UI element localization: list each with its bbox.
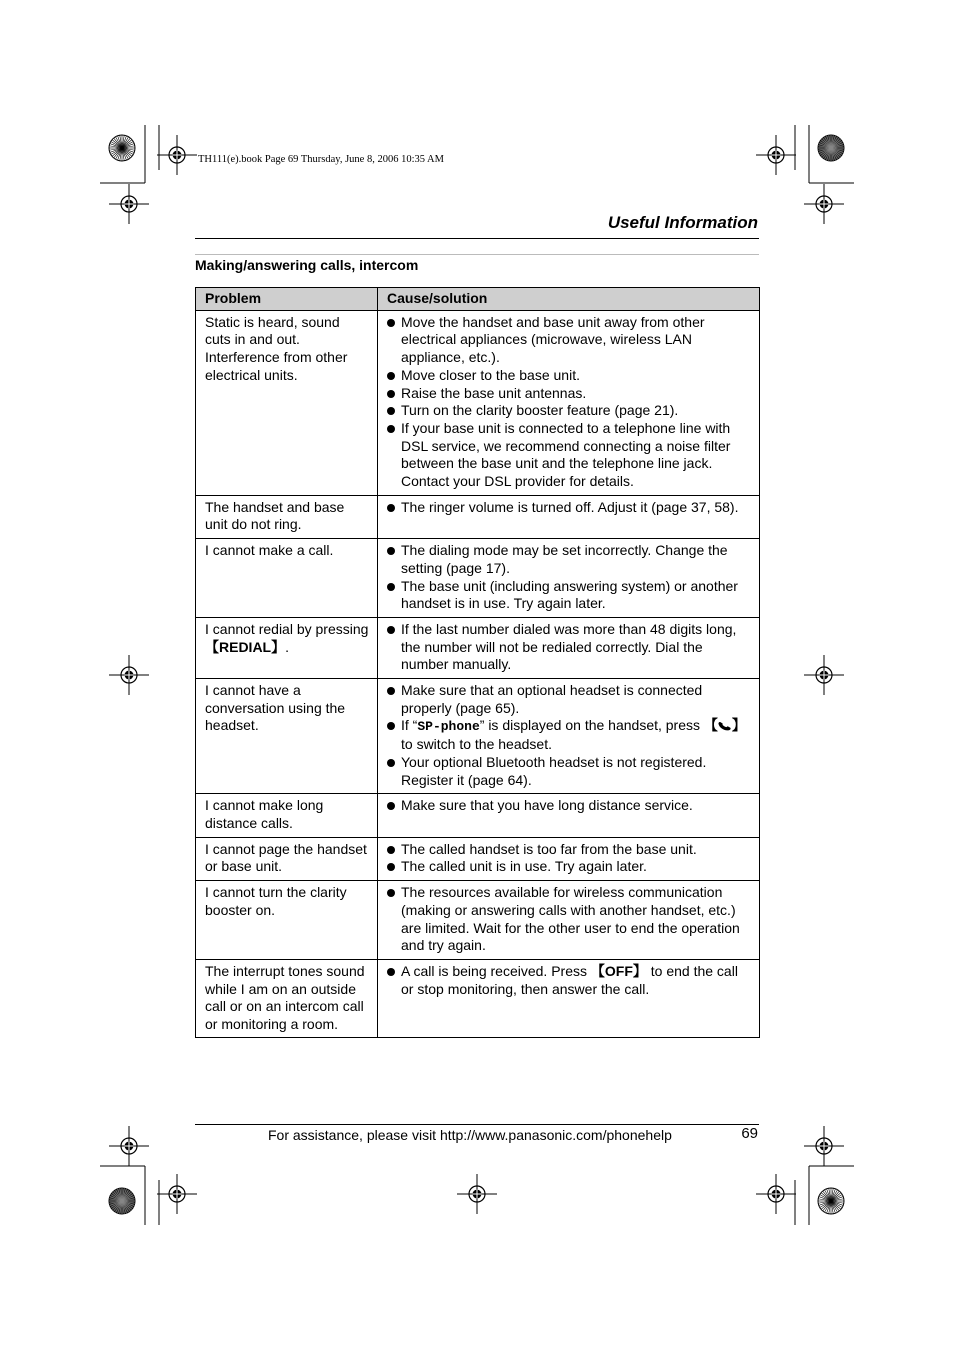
key-bracket-open: 【 (703, 717, 718, 734)
solution-item: Move the handset and base unit away from other electrical appliances (microwave, wireless LAN appliance, etc.). (387, 314, 751, 367)
section-title: Useful Information (607, 213, 758, 232)
solution-item: The called handset is too far from the base unit. (387, 841, 751, 859)
phone-talk-icon (718, 719, 732, 731)
off-key: 【OFF】 (590, 962, 647, 979)
header-thin-rule (195, 254, 759, 255)
redial-key: 【REDIAL】 (205, 638, 286, 655)
solution-cell (378, 539, 760, 618)
table-row (196, 794, 760, 837)
solution-text: A call is being received. Press (401, 962, 591, 979)
problem-cell: I cannot have a conversation using the headset. (196, 679, 378, 794)
solution-text: to switch to the headset. (401, 736, 552, 753)
table-row (196, 495, 760, 538)
solution-item: Make sure that you have long distance service. (387, 797, 751, 815)
solution-item: Move closer to the base unit. (387, 367, 751, 385)
table-row (196, 539, 760, 618)
problem-cell: Static is heard, sound cuts in and out. Interference from other electrical units. (196, 310, 378, 495)
problem-text-end: . (285, 638, 290, 655)
problem-text: I cannot redial by pressing (205, 620, 369, 637)
solution-cell (378, 837, 760, 880)
solution-item (387, 717, 751, 753)
footer-rule (195, 1124, 759, 1125)
solution-cell (378, 794, 760, 837)
solution-cell (378, 679, 760, 794)
solution-text: ” is displayed on the handset, press (479, 717, 704, 734)
problem-cell: The interrupt tones sound while I am on an outside call or on an intercom call or monitoring a room. (196, 959, 378, 1037)
solution-cell (378, 959, 760, 1037)
footer-assistance-text: For assistance, please visit http://www.panasonic.com/phonehelp (268, 1127, 672, 1143)
solution-cell (378, 881, 760, 960)
solution-cell (378, 310, 760, 495)
table-header-row (196, 288, 760, 311)
table-row (196, 881, 760, 960)
table-row (196, 959, 760, 1037)
subheading: Making/answering calls, intercom (195, 257, 419, 273)
solution-item (387, 963, 751, 998)
solution-item: Turn on the clarity booster feature (page 21). (387, 402, 751, 420)
column-header-solution: Cause/solution (378, 288, 760, 311)
table-row (196, 679, 760, 794)
display-text-sp-phone: SP-phone (417, 719, 480, 735)
page-number: 69 (741, 1125, 758, 1142)
solution-item: The ringer volume is turned off. Adjust it (page 37, 58). (387, 499, 751, 517)
table-row (196, 617, 760, 678)
solution-cell (378, 495, 760, 538)
problem-cell (196, 617, 378, 678)
table-row (196, 310, 760, 495)
solution-text: to end the call or stop monitoring, then answer the call. (401, 962, 738, 997)
troubleshooting-table (195, 287, 760, 1038)
table-row (196, 837, 760, 880)
solution-item: Raise the base unit antennas. (387, 385, 751, 403)
book-header: TH111(e).book Page 69 Thursday, June 8, 2006 10:35 AM (198, 154, 444, 165)
solution-item: If the last number dialed was more than 48 digits long, the number will not be redialed correctly. Dial the number manually. (387, 621, 751, 674)
solution-text: If “ (401, 717, 418, 734)
column-header-problem: Problem (196, 288, 378, 311)
solution-item: Make sure that an optional headset is connected properly (page 65). (387, 682, 751, 717)
problem-cell: The handset and base unit do not ring. (196, 495, 378, 538)
problem-cell: I cannot make a call. (196, 539, 378, 618)
solution-item: If your base unit is connected to a telephone line with DSL service, we recommend connecting a noise filter between the base unit and the telephone line jack. Contact your DSL provider for details. (387, 420, 751, 491)
solution-item: The resources available for wireless communication (making or answering calls with another handset, etc.) are limited. Wait for the other user to end the operation and try again. (387, 884, 751, 955)
solution-item: Your optional Bluetooth headset is not registered. Register it (page 64). (387, 754, 751, 789)
problem-cell: I cannot turn the clarity booster on. (196, 881, 378, 960)
solution-cell (378, 617, 760, 678)
solution-item: The base unit (including answering system) or another handset is in use. Try again later. (387, 578, 751, 613)
problem-cell: I cannot make long distance calls. (196, 794, 378, 837)
header-rule (195, 238, 759, 239)
solution-item: The dialing mode may be set incorrectly. Change the setting (page 17). (387, 542, 751, 577)
key-bracket-close: 】 (731, 717, 746, 734)
solution-item: The called unit is in use. Try again later. (387, 858, 751, 876)
problem-cell: I cannot page the handset or base unit. (196, 837, 378, 880)
